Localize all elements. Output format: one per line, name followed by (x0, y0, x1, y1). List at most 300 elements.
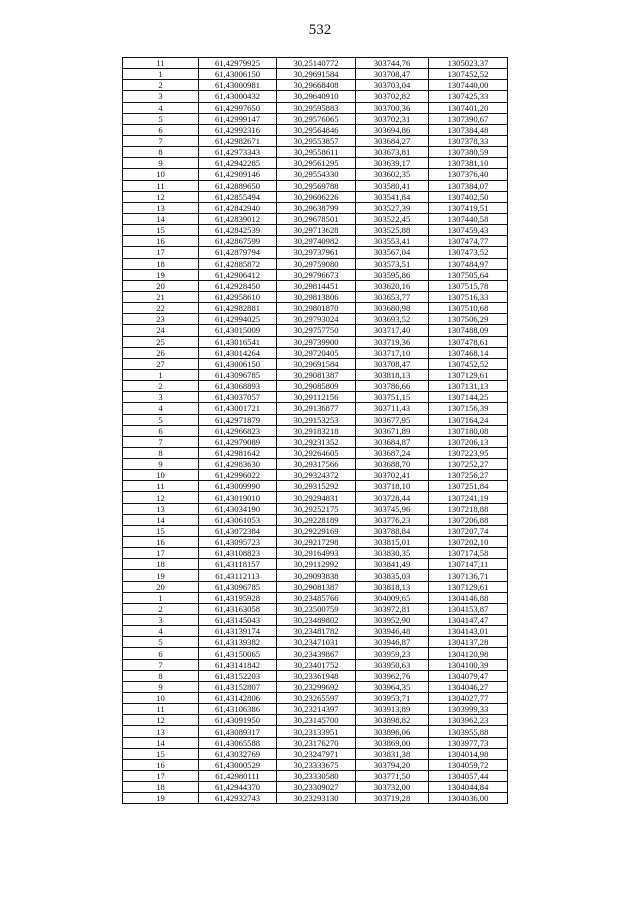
point-number-cell: 17 (123, 771, 199, 782)
x-coordinate-cell: 303962,76 (356, 670, 429, 681)
x-coordinate-cell: 303841,49 (356, 559, 429, 570)
table-row (123, 414, 508, 425)
latitude-cell: 61,42994025 (199, 314, 277, 325)
latitude-cell: 61,43068893 (199, 381, 277, 392)
table-row (123, 525, 508, 536)
table-row (123, 113, 508, 124)
point-number-cell: 5 (123, 414, 199, 425)
y-coordinate-cell: 1307223,95 (429, 447, 508, 458)
table-row (123, 603, 508, 614)
y-coordinate-cell: 1307174,58 (429, 548, 508, 559)
y-coordinate-cell: 1304036,00 (429, 793, 508, 804)
y-coordinate-cell: 1307206,13 (429, 436, 508, 447)
y-coordinate-cell: 1303977,73 (429, 737, 508, 748)
table-row (123, 336, 508, 347)
point-number-cell: 14 (123, 514, 199, 525)
longitude-cell: 30,29595883 (277, 102, 356, 113)
x-coordinate-cell: 303835,03 (356, 570, 429, 581)
latitude-cell: 61,42842539 (199, 225, 277, 236)
point-number-cell: 6 (123, 425, 199, 436)
x-coordinate-cell: 303913,89 (356, 704, 429, 715)
latitude-cell: 61,43118157 (199, 559, 277, 570)
latitude-cell: 61,42982671 (199, 135, 277, 146)
y-coordinate-cell: 1307452,52 (429, 358, 508, 369)
x-coordinate-cell: 303602,35 (356, 169, 429, 180)
y-coordinate-cell: 1307207,74 (429, 525, 508, 536)
latitude-cell: 61,43163058 (199, 603, 277, 614)
longitude-cell: 30,29561295 (277, 158, 356, 169)
table-row (123, 325, 508, 336)
x-coordinate-cell: 303684,87 (356, 436, 429, 447)
x-coordinate-cell: 303522,45 (356, 213, 429, 224)
longitude-cell: 30,23265597 (277, 693, 356, 704)
x-coordinate-cell: 303693,52 (356, 314, 429, 325)
longitude-cell: 30,29252175 (277, 503, 356, 514)
point-number-cell: 2 (123, 381, 199, 392)
point-number-cell: 3 (123, 91, 199, 102)
x-coordinate-cell: 303830,35 (356, 548, 429, 559)
y-coordinate-cell: 1304027,77 (429, 693, 508, 704)
y-coordinate-cell: 1307440,58 (429, 213, 508, 224)
longitude-cell: 30,29640910 (277, 91, 356, 102)
x-coordinate-cell: 303776,23 (356, 514, 429, 525)
latitude-cell: 61,43015009 (199, 325, 277, 336)
latitude-cell: 61,43000981 (199, 80, 277, 91)
latitude-cell: 61,43096785 (199, 369, 277, 380)
longitude-cell: 30,29081387 (277, 581, 356, 592)
longitude-cell: 30,23361948 (277, 670, 356, 681)
x-coordinate-cell: 303959,23 (356, 648, 429, 659)
point-number-cell: 21 (123, 291, 199, 302)
y-coordinate-cell: 1304153,87 (429, 603, 508, 614)
table-row (123, 236, 508, 247)
y-coordinate-cell: 1307390,67 (429, 113, 508, 124)
y-coordinate-cell: 1307378,33 (429, 135, 508, 146)
point-number-cell: 25 (123, 336, 199, 347)
point-number-cell: 1 (123, 369, 199, 380)
longitude-cell: 30,29668408 (277, 80, 356, 91)
y-coordinate-cell: 1307129,61 (429, 581, 508, 592)
y-coordinate-cell: 1304079,47 (429, 670, 508, 681)
longitude-cell: 30,29153253 (277, 414, 356, 425)
longitude-cell: 30,29796673 (277, 269, 356, 280)
table-row (123, 470, 508, 481)
point-number-cell: 8 (123, 447, 199, 458)
y-coordinate-cell: 1307384,07 (429, 180, 508, 191)
point-number-cell: 19 (123, 570, 199, 581)
latitude-cell: 61,42932743 (199, 793, 277, 804)
y-coordinate-cell: 1307241,19 (429, 492, 508, 503)
latitude-cell: 61,42971879 (199, 414, 277, 425)
table-row (123, 280, 508, 291)
x-coordinate-cell: 303541,84 (356, 191, 429, 202)
point-number-cell: 11 (123, 704, 199, 715)
longitude-cell: 30,29558611 (277, 147, 356, 158)
table-row (123, 693, 508, 704)
point-number-cell: 10 (123, 470, 199, 481)
table-row (123, 503, 508, 514)
x-coordinate-cell: 303620,16 (356, 280, 429, 291)
x-coordinate-cell: 303580,41 (356, 180, 429, 191)
y-coordinate-cell: 1307402,50 (429, 191, 508, 202)
longitude-cell: 30,29324372 (277, 470, 356, 481)
point-number-cell: 5 (123, 637, 199, 648)
longitude-cell: 30,29294831 (277, 492, 356, 503)
x-coordinate-cell: 303553,41 (356, 236, 429, 247)
longitude-cell: 30,29183218 (277, 425, 356, 436)
table-row (123, 91, 508, 102)
table-row (123, 704, 508, 715)
y-coordinate-cell: 1307515,78 (429, 280, 508, 291)
longitude-cell: 30,23500759 (277, 603, 356, 614)
latitude-cell: 61,42942285 (199, 158, 277, 169)
x-coordinate-cell: 303708,47 (356, 69, 429, 80)
point-number-cell: 19 (123, 269, 199, 280)
y-coordinate-cell: 1304044,84 (429, 782, 508, 793)
point-number-cell: 5 (123, 113, 199, 124)
longitude-cell: 30,29317566 (277, 459, 356, 470)
table-row (123, 782, 508, 793)
x-coordinate-cell: 303694,86 (356, 124, 429, 135)
x-coordinate-cell: 303717,10 (356, 347, 429, 358)
table-row (123, 648, 508, 659)
y-coordinate-cell: 1304143,01 (429, 626, 508, 637)
y-coordinate-cell: 1307401,20 (429, 102, 508, 113)
latitude-cell: 61,43139174 (199, 626, 277, 637)
x-coordinate-cell: 303771,50 (356, 771, 429, 782)
latitude-cell: 61,42966823 (199, 425, 277, 436)
longitude-cell: 30,23299692 (277, 681, 356, 692)
point-number-cell: 17 (123, 247, 199, 258)
point-number-cell: 22 (123, 303, 199, 314)
x-coordinate-cell: 303708,47 (356, 358, 429, 369)
latitude-cell: 61,42867599 (199, 236, 277, 247)
latitude-cell: 61,43108823 (199, 548, 277, 559)
table-row (123, 447, 508, 458)
point-number-cell: 7 (123, 135, 199, 146)
point-number-cell: 10 (123, 169, 199, 180)
point-number-cell: 18 (123, 782, 199, 793)
y-coordinate-cell: 1307468,14 (429, 347, 508, 358)
latitude-cell: 61,43037057 (199, 392, 277, 403)
longitude-cell: 30,23176270 (277, 737, 356, 748)
point-number-cell: 18 (123, 258, 199, 269)
table-row (123, 592, 508, 603)
table-row (123, 124, 508, 135)
coordinates-table (122, 57, 508, 804)
x-coordinate-cell: 303567,04 (356, 247, 429, 258)
latitude-cell: 61,42979925 (199, 58, 277, 69)
x-coordinate-cell: 303946,48 (356, 626, 429, 637)
point-number-cell: 11 (123, 180, 199, 191)
latitude-cell: 61,43145043 (199, 615, 277, 626)
longitude-cell: 30,29315292 (277, 481, 356, 492)
longitude-cell: 30,25140772 (277, 58, 356, 69)
latitude-cell: 61,42839012 (199, 213, 277, 224)
longitude-cell: 30,29638799 (277, 202, 356, 213)
longitude-cell: 30,29231352 (277, 436, 356, 447)
latitude-cell: 61,42982881 (199, 303, 277, 314)
point-number-cell: 8 (123, 670, 199, 681)
table-row (123, 358, 508, 369)
point-number-cell: 9 (123, 681, 199, 692)
longitude-cell: 30,23247971 (277, 748, 356, 759)
y-coordinate-cell: 1307256,27 (429, 470, 508, 481)
table-row (123, 481, 508, 492)
table-row (123, 759, 508, 770)
point-number-cell: 6 (123, 124, 199, 135)
x-coordinate-cell: 303703,04 (356, 80, 429, 91)
table-row (123, 715, 508, 726)
longitude-cell: 30,23439867 (277, 648, 356, 659)
latitude-cell: 61,42958610 (199, 291, 277, 302)
point-number-cell: 11 (123, 58, 199, 69)
longitude-cell: 30,23214397 (277, 704, 356, 715)
point-number-cell: 26 (123, 347, 199, 358)
y-coordinate-cell: 1307136,71 (429, 570, 508, 581)
table-row (123, 381, 508, 392)
latitude-cell: 61,42885872 (199, 258, 277, 269)
y-coordinate-cell: 1307164,24 (429, 414, 508, 425)
x-coordinate-cell: 303952,90 (356, 615, 429, 626)
point-number-cell: 13 (123, 503, 199, 514)
y-coordinate-cell: 1307425,33 (429, 91, 508, 102)
table-row (123, 69, 508, 80)
y-coordinate-cell: 1307144,25 (429, 392, 508, 403)
x-coordinate-cell: 303711,43 (356, 403, 429, 414)
latitude-cell: 61,43014264 (199, 347, 277, 358)
x-coordinate-cell: 303702,41 (356, 470, 429, 481)
longitude-cell: 30,29112992 (277, 559, 356, 570)
longitude-cell: 30,23471031 (277, 637, 356, 648)
latitude-cell: 61,42992316 (199, 124, 277, 135)
table-row (123, 347, 508, 358)
table-row (123, 102, 508, 113)
latitude-cell: 61,42973343 (199, 147, 277, 158)
y-coordinate-cell: 1307376,40 (429, 169, 508, 180)
latitude-cell: 61,43152807 (199, 681, 277, 692)
table-row (123, 659, 508, 670)
latitude-cell: 61,42879794 (199, 247, 277, 258)
longitude-cell: 30,29606226 (277, 191, 356, 202)
longitude-cell: 30,29720405 (277, 347, 356, 358)
table-row (123, 213, 508, 224)
x-coordinate-cell: 303869,00 (356, 737, 429, 748)
x-coordinate-cell: 303719,28 (356, 793, 429, 804)
y-coordinate-cell: 1304146,88 (429, 592, 508, 603)
x-coordinate-cell: 303687,24 (356, 447, 429, 458)
table-row (123, 548, 508, 559)
longitude-cell: 30,29793024 (277, 314, 356, 325)
latitude-cell: 61,43141842 (199, 659, 277, 670)
latitude-cell: 61,42997650 (199, 102, 277, 113)
table-row (123, 169, 508, 180)
point-number-cell: 16 (123, 537, 199, 548)
table-row (123, 303, 508, 314)
table-row (123, 514, 508, 525)
point-number-cell: 4 (123, 626, 199, 637)
x-coordinate-cell: 303527,39 (356, 202, 429, 213)
y-coordinate-cell: 1307510,68 (429, 303, 508, 314)
longitude-cell: 30,23489802 (277, 615, 356, 626)
x-coordinate-cell: 303717,40 (356, 325, 429, 336)
latitude-cell: 61,43195928 (199, 592, 277, 603)
x-coordinate-cell: 303595,86 (356, 269, 429, 280)
longitude-cell: 30,29713628 (277, 225, 356, 236)
y-coordinate-cell: 1304100,39 (429, 659, 508, 670)
point-number-cell: 13 (123, 202, 199, 213)
latitude-cell: 61,43000529 (199, 759, 277, 770)
table-row (123, 626, 508, 637)
table-row (123, 80, 508, 91)
latitude-cell: 61,42979089 (199, 436, 277, 447)
x-coordinate-cell: 303786,66 (356, 381, 429, 392)
y-coordinate-cell: 1307478,61 (429, 336, 508, 347)
point-number-cell: 12 (123, 715, 199, 726)
y-coordinate-cell: 1304057,44 (429, 771, 508, 782)
table-row (123, 314, 508, 325)
latitude-cell: 61,42889650 (199, 180, 277, 191)
y-coordinate-cell: 1307156,39 (429, 403, 508, 414)
table-row (123, 615, 508, 626)
y-coordinate-cell: 1307252,27 (429, 459, 508, 470)
point-number-cell: 15 (123, 525, 199, 536)
table-row (123, 392, 508, 403)
longitude-cell: 30,29801870 (277, 303, 356, 314)
table-row (123, 202, 508, 213)
table-row (123, 581, 508, 592)
longitude-cell: 30,29740982 (277, 236, 356, 247)
x-coordinate-cell: 303818,13 (356, 369, 429, 380)
point-number-cell: 14 (123, 737, 199, 748)
y-coordinate-cell: 1304137,28 (429, 637, 508, 648)
x-coordinate-cell: 303818,13 (356, 581, 429, 592)
longitude-cell: 30,29678501 (277, 213, 356, 224)
table-row (123, 570, 508, 581)
point-number-cell: 16 (123, 759, 199, 770)
longitude-cell: 30,29164993 (277, 548, 356, 559)
longitude-cell: 30,29814451 (277, 280, 356, 291)
latitude-cell: 61,43061053 (199, 514, 277, 525)
latitude-cell: 61,43006150 (199, 358, 277, 369)
y-coordinate-cell: 1307147,11 (429, 559, 508, 570)
y-coordinate-cell: 1303962,23 (429, 715, 508, 726)
latitude-cell: 61,42999147 (199, 113, 277, 124)
x-coordinate-cell: 303718,10 (356, 481, 429, 492)
longitude-cell: 30,29093838 (277, 570, 356, 581)
x-coordinate-cell: 303794,20 (356, 759, 429, 770)
point-number-cell: 20 (123, 581, 199, 592)
x-coordinate-cell: 304009,65 (356, 592, 429, 603)
point-number-cell: 2 (123, 603, 199, 614)
latitude-cell: 61,43065588 (199, 737, 277, 748)
x-coordinate-cell: 303688,70 (356, 459, 429, 470)
point-number-cell: 12 (123, 492, 199, 503)
table-row (123, 681, 508, 692)
point-number-cell: 19 (123, 793, 199, 804)
x-coordinate-cell: 303964,35 (356, 681, 429, 692)
x-coordinate-cell: 303972,81 (356, 603, 429, 614)
point-number-cell: 14 (123, 213, 199, 224)
x-coordinate-cell: 303673,81 (356, 147, 429, 158)
y-coordinate-cell: 1307180,08 (429, 425, 508, 436)
longitude-cell: 30,29112156 (277, 392, 356, 403)
x-coordinate-cell: 303788,84 (356, 525, 429, 536)
table-row (123, 559, 508, 570)
y-coordinate-cell: 1307384,48 (429, 124, 508, 135)
longitude-cell: 30,23333675 (277, 759, 356, 770)
y-coordinate-cell: 1307202,10 (429, 537, 508, 548)
point-number-cell: 23 (123, 314, 199, 325)
y-coordinate-cell: 1303999,33 (429, 704, 508, 715)
point-number-cell: 24 (123, 325, 199, 336)
longitude-cell: 30,29229169 (277, 525, 356, 536)
table-row (123, 637, 508, 648)
point-number-cell: 1 (123, 69, 199, 80)
y-coordinate-cell: 1307381,10 (429, 158, 508, 169)
longitude-cell: 30,29691584 (277, 358, 356, 369)
latitude-cell: 61,43006150 (199, 69, 277, 80)
longitude-cell: 30,23481782 (277, 626, 356, 637)
point-number-cell: 16 (123, 236, 199, 247)
latitude-cell: 61,43095723 (199, 537, 277, 548)
point-number-cell: 15 (123, 748, 199, 759)
longitude-cell: 30,29813806 (277, 291, 356, 302)
y-coordinate-cell: 1307474,77 (429, 236, 508, 247)
y-coordinate-cell: 1307484,97 (429, 258, 508, 269)
longitude-cell: 30,29228189 (277, 514, 356, 525)
point-number-cell: 20 (123, 280, 199, 291)
point-number-cell: 1 (123, 592, 199, 603)
y-coordinate-cell: 1304014,98 (429, 748, 508, 759)
latitude-cell: 61,43150065 (199, 648, 277, 659)
latitude-cell: 61,42842940 (199, 202, 277, 213)
coordinates-table-body (123, 58, 508, 804)
x-coordinate-cell: 303525,88 (356, 225, 429, 236)
latitude-cell: 61,43139382 (199, 637, 277, 648)
table-row (123, 459, 508, 470)
table-row (123, 247, 508, 258)
latitude-cell: 61,43152203 (199, 670, 277, 681)
y-coordinate-cell: 1307380,59 (429, 147, 508, 158)
point-number-cell: 4 (123, 403, 199, 414)
point-number-cell: 8 (123, 147, 199, 158)
latitude-cell: 61,43000432 (199, 91, 277, 102)
table-row (123, 726, 508, 737)
latitude-cell: 61,43091950 (199, 715, 277, 726)
table-row (123, 158, 508, 169)
x-coordinate-cell: 303573,51 (356, 258, 429, 269)
latitude-cell: 61,43072384 (199, 525, 277, 536)
longitude-cell: 30,29691584 (277, 69, 356, 80)
table-row (123, 492, 508, 503)
x-coordinate-cell: 303702,82 (356, 91, 429, 102)
latitude-cell: 61,42981642 (199, 447, 277, 458)
longitude-cell: 30,29217298 (277, 537, 356, 548)
point-number-cell: 9 (123, 459, 199, 470)
latitude-cell: 61,43112113 (199, 570, 277, 581)
longitude-cell: 30,29081387 (277, 369, 356, 380)
table-row (123, 369, 508, 380)
longitude-cell: 30,29264605 (277, 447, 356, 458)
table-row (123, 135, 508, 146)
x-coordinate-cell: 303684,27 (356, 135, 429, 146)
y-coordinate-cell: 1307129,61 (429, 369, 508, 380)
latitude-cell: 61,42909146 (199, 169, 277, 180)
point-number-cell: 3 (123, 392, 199, 403)
x-coordinate-cell: 303745,96 (356, 503, 429, 514)
longitude-cell: 30,29576065 (277, 113, 356, 124)
